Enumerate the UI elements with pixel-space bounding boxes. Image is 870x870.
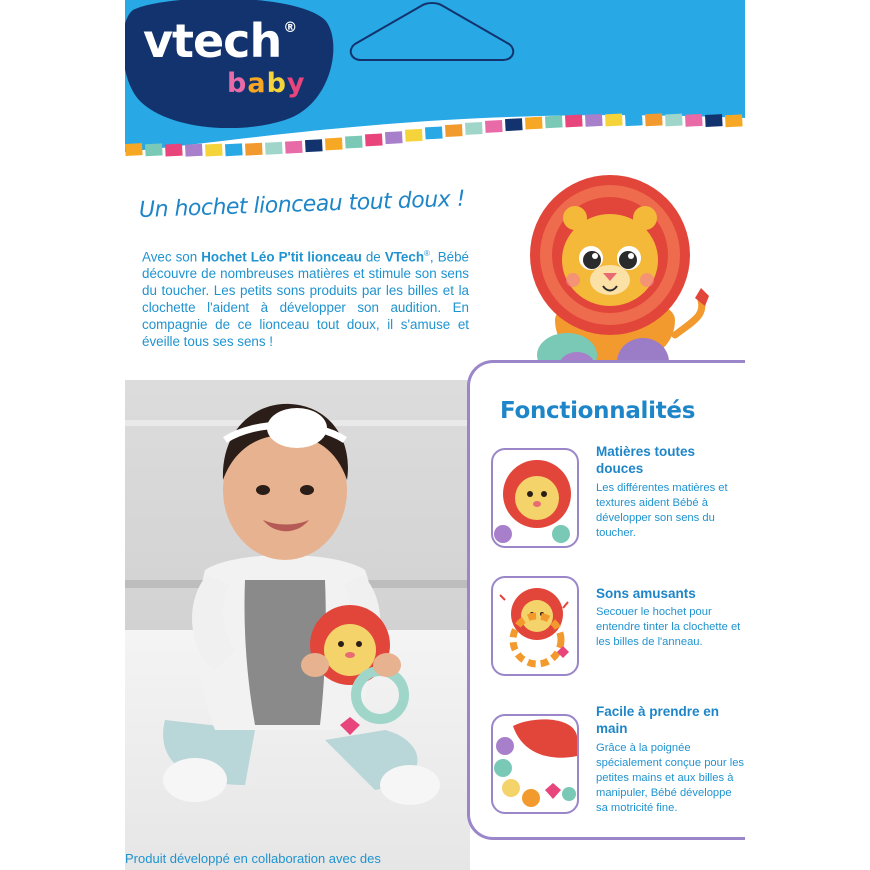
feature-title: Sons amusants — [596, 586, 696, 601]
stripe-square — [405, 129, 423, 142]
stripe-square — [505, 118, 523, 131]
stripe-square — [185, 144, 203, 157]
feature-thumbnail — [491, 714, 579, 814]
stripe-square — [565, 114, 583, 127]
features-title: Fonctionnalités — [500, 398, 696, 424]
baby-letter: b — [227, 68, 248, 99]
stripe-square — [305, 139, 323, 152]
baby-letter: y — [286, 68, 306, 99]
packaging-back — [125, 0, 745, 870]
stripe-square — [465, 122, 483, 135]
stripe-square — [625, 113, 643, 126]
feature-description: Les différentes matières et textures aident Bébé à développer son sens du toucher. — [596, 482, 728, 539]
rattle-sound-icon — [493, 578, 577, 674]
stripe-square — [145, 143, 163, 156]
stripe-square — [705, 114, 723, 127]
intro-text: Avec son — [142, 249, 202, 265]
stripe-square — [225, 143, 243, 156]
stripe-square — [585, 114, 603, 127]
baby-letter: b — [266, 68, 287, 99]
feature-description: Secouer le hochet pour entendre tinter la clochette et les billes de l'anneau. — [596, 606, 741, 648]
stripe-square — [545, 115, 563, 128]
baby-logo — [227, 68, 306, 99]
intro-text: de — [361, 249, 385, 265]
intro-paragraph — [142, 245, 469, 350]
rattle-grip-icon — [493, 716, 577, 812]
stripe-square — [365, 133, 383, 146]
brand-name: VTech — [384, 249, 425, 265]
stripe-square — [425, 126, 443, 139]
logo-registered-mark: ® — [283, 20, 297, 36]
feature-thumbnail — [491, 448, 579, 548]
stripe-square — [325, 138, 343, 151]
stripe-square — [165, 144, 183, 157]
stripe-square — [385, 131, 403, 144]
intro-text: , Bébé découvre de nombreuses matières et stimule son sens du toucher. Les petits sons produits par les billes et la clochette l'aident à développer son audition. En compagnie de ce lionceau tout doux, il s'amuse et éveille tous ses sens ! — [142, 249, 469, 350]
feature-description: Grâce à la poignée spécialement conçue pour les petites mains et aux billes à manipuler, Bébé développe sa motricité fine. — [596, 742, 745, 814]
vtech-logo — [143, 14, 296, 68]
stripe-square — [685, 114, 703, 127]
stripe-square — [645, 113, 663, 126]
product-name: Hochet Léo P'tit lionceau — [201, 249, 362, 265]
footer-text: Produit développé en collaboration avec des — [125, 851, 381, 866]
stripe-square — [665, 114, 683, 127]
rattle-soft-icon — [493, 450, 577, 546]
stripe-square — [205, 144, 223, 157]
feature-thumbnail — [491, 576, 579, 676]
stripe-square — [485, 120, 503, 133]
baby-photo — [125, 380, 470, 870]
stripe-square — [285, 141, 303, 154]
feature-title: Facile à prendre en main — [596, 704, 720, 736]
baby-letter: a — [247, 68, 267, 99]
stripe-square — [245, 143, 263, 156]
stripe-square — [525, 117, 543, 130]
stripe-square — [725, 114, 743, 127]
hanger-hole — [347, 0, 517, 66]
stripe-square — [345, 136, 363, 149]
stripe-square — [125, 143, 143, 156]
stripe-square — [445, 124, 463, 137]
stripe-square — [605, 113, 623, 126]
feature-title: Matières toutes douces — [596, 444, 696, 476]
stripe-square — [265, 142, 283, 155]
logo-text: vtech — [143, 14, 282, 68]
brand-registered-mark: ® — [424, 249, 430, 258]
headline: Un hochet lionceau tout doux ! — [138, 186, 466, 223]
